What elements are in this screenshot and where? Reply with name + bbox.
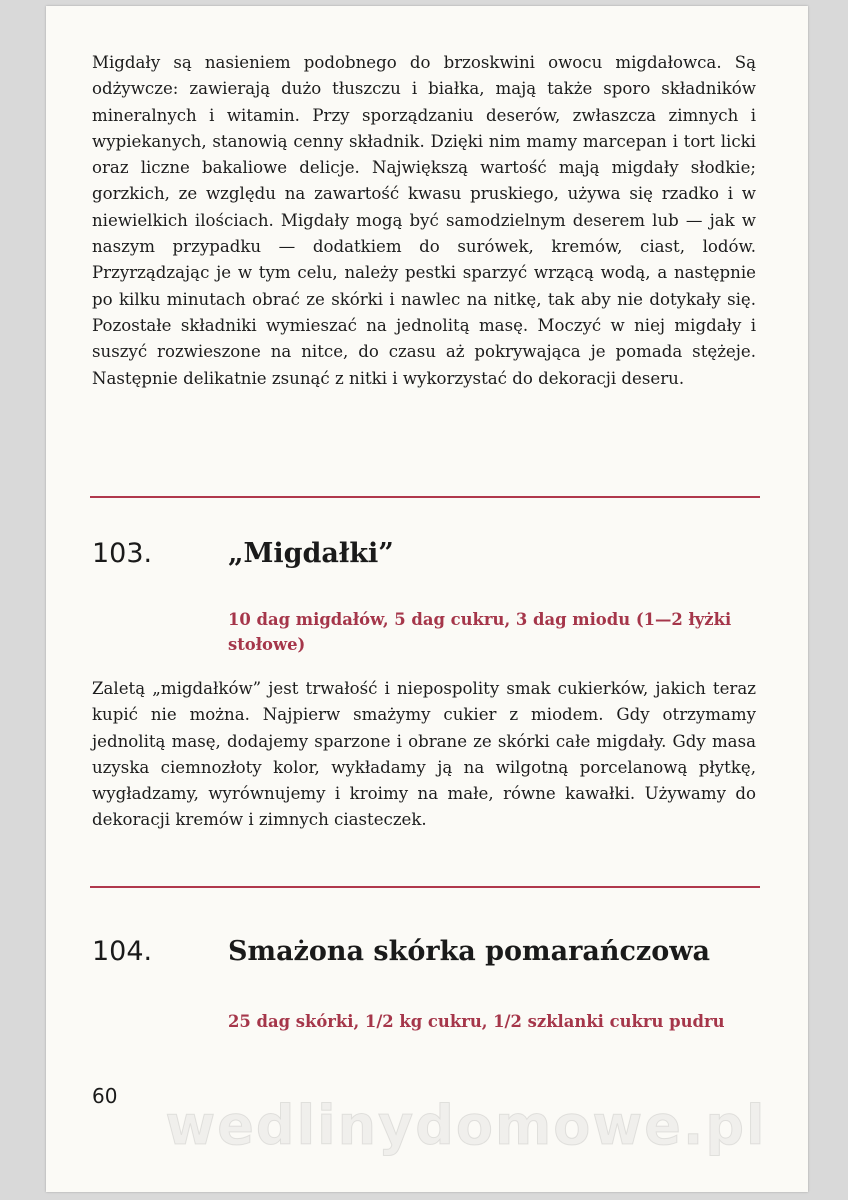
recipe-number: 103. <box>92 538 153 569</box>
recipe-title: Smażona skórka pomarańczowa <box>228 936 710 967</box>
section-divider <box>90 496 760 498</box>
recipe-ingredients: 25 dag skórki, 1/2 kg cukru, 1/2 szklanki cukru pudru <box>228 1012 725 1031</box>
book-page <box>46 6 808 1192</box>
recipe-number: 104. <box>92 936 153 967</box>
watermark: wedlinydomowe.pl <box>165 1094 767 1157</box>
recipe-title: „Migdałki” <box>228 538 394 569</box>
page-number: 60 <box>92 1084 118 1108</box>
recipe-body: Zaletą „migdałków” jest trwałość i niepospolity smak cukierków, jakich teraz kupić nie można. Najpierw smażymy cukier z miodem. Gdy otrzymamy jednolitą masę, dodajemy sparzone i obrane ze skórki całe migdały. Gdy masa uzyska ciemnozłoty kolor, wykładamy ją na wilgotną porcelanową płytkę, wygładzamy, wyrównujemy i kroimy na małe, równe kawałki. Używamy do dekoracji kremów i zimnych ciasteczek. <box>92 679 756 830</box>
intro-paragraph: Migdały są nasieniem podobnego do brzoskwini owocu migdałowca. Są odżywcze: zawierają dużo tłuszczu i białka, mają także sporo składników mineralnych i witamin. Przy sporządzaniu deserów, zwłaszcza zimnych i wypiekanych, stanowią cenny składnik. Dzięki nim mamy marcepan i tort licki oraz liczne bakaliowe delicje. Największą wartość mają migdały słodkie; gorzkich, ze względu na zawartość kwasu pruskiego, używa się rzadko i w niewielkich ilościach. Migdały mogą być samodzielnym deserem lub — jak w naszym przypadku — dodatkiem do surówek, kremów, ciast, lodów. Przyrządzając je w tym celu, należy pestki sparzyć wrzącą wodą, a następnie po kilku minutach obrać ze skórki i nawlec na nitkę, tak aby nie dotykały się. Pozostałe składniki wymieszać na jednolitą masę. Moczyć w niej migdały i suszyć rozwieszone na nitce, do czasu aż pokrywająca je pomada stężeje. Następnie delikatnie zsunąć z nitki i wykorzystać do dekoracji deseru. <box>92 53 756 388</box>
recipe-ingredients: 10 dag migdałów, 5 dag cukru, 3 dag miodu (1—2 łyżki stołowe) <box>228 610 732 654</box>
section-divider <box>90 886 760 888</box>
